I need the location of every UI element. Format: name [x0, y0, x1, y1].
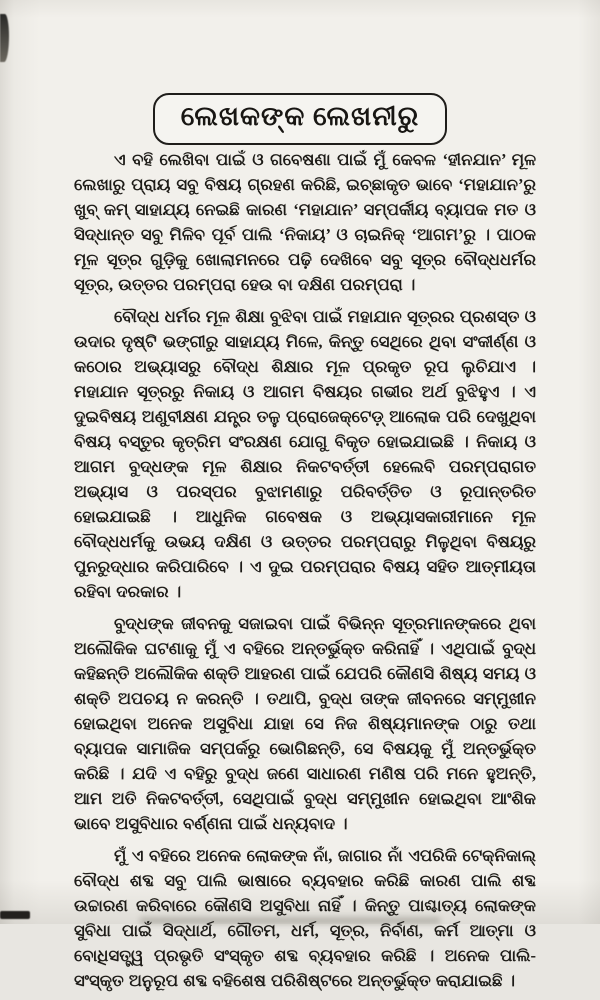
page-title: ଲେଖକଙ୍କ ଲେଖନୀରୁ [180, 101, 420, 131]
body-paragraph: ବୌଦ୍ଧ ଧର୍ମର ମୂଳ ଶିକ୍ଷା ବୁଝିବା ପାଇଁ ମହାଯାନ ସୂତ୍ରର ପ୍ରଶସ୍ତ ଓ ଉଦାର ଦୃଷ୍ଟି ଭଙ୍ଗୀରୁ ସାହାଯ୍ୟ ମିଳେ, କିନ୍ତୁ ସେଥିରେ ଥିବା ସଂକୀର୍ଣ୍ଣ ଓ କଠୋର ଅଭ୍ୟାସରୁ ବୌଦ୍ଧ ଶିକ୍ଷାର ମୂଳ ପ୍ରକୃତ ରୂପ ଲୁଚିଯାଏ । ମହାଯାନ ସୂତ୍ରରୁ ନିକାୟ ଓ ଆଗମ ବିଷୟର ଗଭୀର ଅର୍ଥ ବୁଝିହୁଏ । ଏ ଦୁଇବିଷୟ ଅଣୁବୀକ୍ଷଣ ଯନ୍ତ୍ର ତଳୁ ପ୍ରୋଜେକ୍ଟେଡ଼୍ ଆଲୋକ ପରି ଦେଖୁଥିବା ବିଷୟ ବସ୍ତୁର କୃତ୍ରିମ ସଂରକ୍ଷଣ ଯୋଗୁ ବିକୃତ ହୋଇଯାଇଛି । ନିକାୟ ଓ ଆଗମ ବୁଦ୍ଧଙ୍କ ମୂଳ ଶିକ୍ଷାର ନିକଟବର୍ତ୍ତୀ ହେଲେବି ପରମ୍ପରାଗତ ଅଭ୍ୟାସ ଓ ପରସ୍ପର ବୁଝାମଣାରୁ ପରିବର୍ତ୍ତିତ ଓ ରୂପାନ୍ତରିତ ହୋଇଯାଇଛି । ଆଧୁନିକ ଗବେଷକ ଓ ଅଭ୍ୟାସକାରୀମାନେ ମୂଳ ବୌଦ୍ଧଧର୍ମକୁ ଉଭୟ ଦକ୍ଷିଣ ଓ ଉତ୍ତର ପରମ୍ପରାରୁ ମିଳୁଥିବା ବିଷୟରୁ ପୁନରୁଦ୍ଧାର କରିପାରିବେ । ଏ ଦୁଇ ପରମ୍ପରାର ବିଷୟ ସହିତ ଆତ୍ମୀୟତା ରହିବା ଦରକାର । [74, 307, 536, 601]
scan-artifact-bottom-left [0, 911, 30, 919]
scan-artifact-top-left [0, 14, 9, 62]
chapter-title-box [153, 93, 447, 145]
body-text-block [74, 147, 536, 1000]
body-paragraph: ଏ ବହି ଲେଖିବା ପାଇଁ ଓ ଗବେଷଣା ପାଇଁ ମୁଁ କେବଳ ‘ହୀନଯାନ’ ମୂଳ ଲେଖାରୁ ପ୍ରାୟ ସବୁ ବିଷୟ ଗ୍ରହଣ କରିଛି, ଇଚ୍ଛାକୃତ ଭାବେ ‘ମହାଯାନ’ରୁ ଖୁବ୍ କମ୍ ସାହାଯ୍ୟ ନେଇଛି କାରଣ ‘ମହାଯାନ’ ସମ୍ପର୍କୀୟ ବ୍ୟାପକ ମତ ଓ ସିଦ୍ଧାନ୍ତ ସବୁ ମିଳିବ ପୂର୍ବ ପାଲି ‘ନିକାୟ’ ଓ ଚାଇନିକ୍ ‘ଆଗମ’ରୁ । ପାଠକ ମୂଳ ସୂତ୍ର ଗୁଡ଼ିକୁ ଖୋଲାମନରେ ପଢ଼ି ଦେଖିବେ ସବୁ ସୂତ୍ର ବୌଦ୍ଧଧର୍ମର ସୂତ୍ର, ଉତ୍ତର ପରମ୍ପରା ହେଉ ବା ଦକ୍ଷିଣ ପରମ୍ପରା । [74, 150, 536, 294]
body-paragraph: ମୁଁ ଏ ବହିରେ ଅନେକ ଲୋକଙ୍କ ନାଁ, ଜାଗାର ନାଁ ଏପରିକି ଟେକ୍‌ନିକାଲ୍ ବୌଦ୍ଧ ଶବ୍ଦ ସବୁ ପାଲି ଭାଷାରେ ବ୍ୟବହାର କରିଛି କାରଣ ପାଲି ଶବ୍ଦ ଉଚ୍ଚାରଣ କରିବାରେ କୌଣସି ଅସୁବିଧା ନାହିଁ । କିନ୍ତୁ ପାଶ୍ଚାତ୍ୟ ଲୋକଙ୍କ ସୁବିଧା ପାଇଁ ସିଦ୍ଧାର୍ଥ, ଗୌତମ, ଧର୍ମ, ସୂତ୍ର, ନିର୍ବାଣ, କର୍ମ ଆତ୍ମା ଓ ବୋଧିସତ୍ତ୍ୱ ପ୍ରଭୃତି ସଂସ୍କୃତ ଶବ୍ଦ ବ୍ୟବହାର କରିଛି । ଅନେକ ପାଲି-ସଂସ୍କୃତ ଅନୁରୂପ ଶବ୍ଦ ବହିଶେଷ ପରିଶିଷ୍ଟରେ ଅନ୍ତର୍ଭୁକ୍ତ କରାଯାଇଛି । [74, 846, 536, 990]
body-paragraph: ବୁଦ୍ଧଙ୍କ ଜୀବନକୁ ସଜାଇବା ପାଇଁ ବିଭିନ୍ନ ସୂତ୍ରମାନଙ୍କରେ ଥିବା ଅଲୌକିକ ଘଟଣାକୁ ମୁଁ ଏ ବହିରେ ଅନ୍ତର୍ଭୁକ୍ତ କରିନାହିଁ । ଏଥିପାଇଁ ବୁଦ୍ଧ କହିଛନ୍ତି ଅଲୌକିକ ଶକ୍ତି ଆହରଣ ପାଇଁ ଯେପରି କୌଣସି ଶିଷ୍ୟ ସମୟ ଓ ଶକ୍ତି ଅପଚୟ ନ କରନ୍ତି । ତଥାପି, ବୁଦ୍ଧ ତାଙ୍କ ଜୀବନରେ ସମ୍ମୁଖୀନ ହୋଇଥିବା ଅନେକ ଅସୁବିଧା ଯାହା ସେ ନିଜ ଶିଷ୍ୟମାନଙ୍କ ଠାରୁ ତଥା ବ୍ୟାପକ ସାମାଜିକ ସମ୍ପର୍କରୁ ଭୋଗିଛନ୍ତି, ସେ ବିଷୟକୁ ମୁଁ ଅନ୍ତର୍ଭୁକ୍ତ କରିଛି । ଯଦି ଏ ବହିରୁ ବୁଦ୍ଧ ଜଣେ ସାଧାରଣ ମଣିଷ ପରି ମନେ ହୁଅନ୍ତି, ଆମ ଅତି ନିକଟବର୍ତ୍ତୀ, ସେଥିପାଇଁ ବୁଦ୍ଧ ସମ୍ମୁଖୀନ ହୋଇଥିବା ଆଂଶିକ ଭାବେ ଅସୁବିଧାର ବର୍ଣ୍ଣନା ପାଇଁ ଧନ୍ୟବାଦ । [74, 614, 536, 833]
chapter-title-container [0, 93, 600, 145]
